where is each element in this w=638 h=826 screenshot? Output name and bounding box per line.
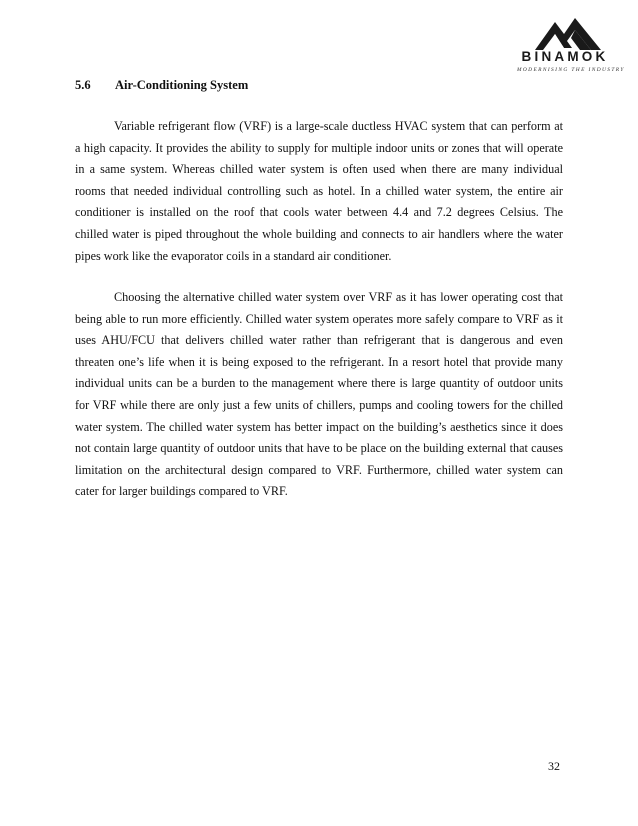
page-number: 32 [548, 759, 560, 773]
paragraph-chilled-water-choice: Choosing the alternative chilled water system over VRF as it has lower operating cost that being able to run more efficiently. Chilled water system operates more safely compare to VRF as it uses AHU/FCU that delivers chilled water rather than refrigerant that is dangerous and even threaten one’s life when it is being exposed to the refrigerant. In a resort hotel that provide many individual units can be a burden to the management where there is large quantity of outdoor units for VRF while there are only just a few units of chillers, pumps and cooling towers for the chilled water system. The chilled water system has better impact on the building’s aesthetics since it does not contain large quantity of outdoor units that have to be place on the building external that causes limitation on the architectural design compared to VRF. Furthermore, chilled water system can cater for larger buildings compared to VRF. [75, 290, 563, 499]
section-heading [75, 78, 248, 93]
paragraph-vrf-overview: Variable refrigerant flow (VRF) is a large-scale ductless HVAC system that can perform at a high capacity. It provides the ability to supply for multiple indoor units or zones that will operate in a same system. Whereas chilled water system is often used when there are many individual rooms that needed individual controlling such as hotel. In a chilled water system, the entire air conditioner is installed on the roof that cools water between 4.4 and 7.2 degrees Celsius. The chilled water is piped throughout the whole building and connects to air handlers where the water pipes work like the evaporator coils in a standard air conditioner. [75, 119, 563, 263]
logo-wordmark: BINAMOK [521, 49, 609, 64]
section-number: 5.6 [75, 78, 91, 92]
company-logo [511, 14, 631, 76]
mountain-logo-icon [533, 14, 603, 52]
section-title: Air-Conditioning System [115, 78, 249, 92]
logo-tagline: MODERNISING THE INDUSTRY [517, 67, 625, 73]
